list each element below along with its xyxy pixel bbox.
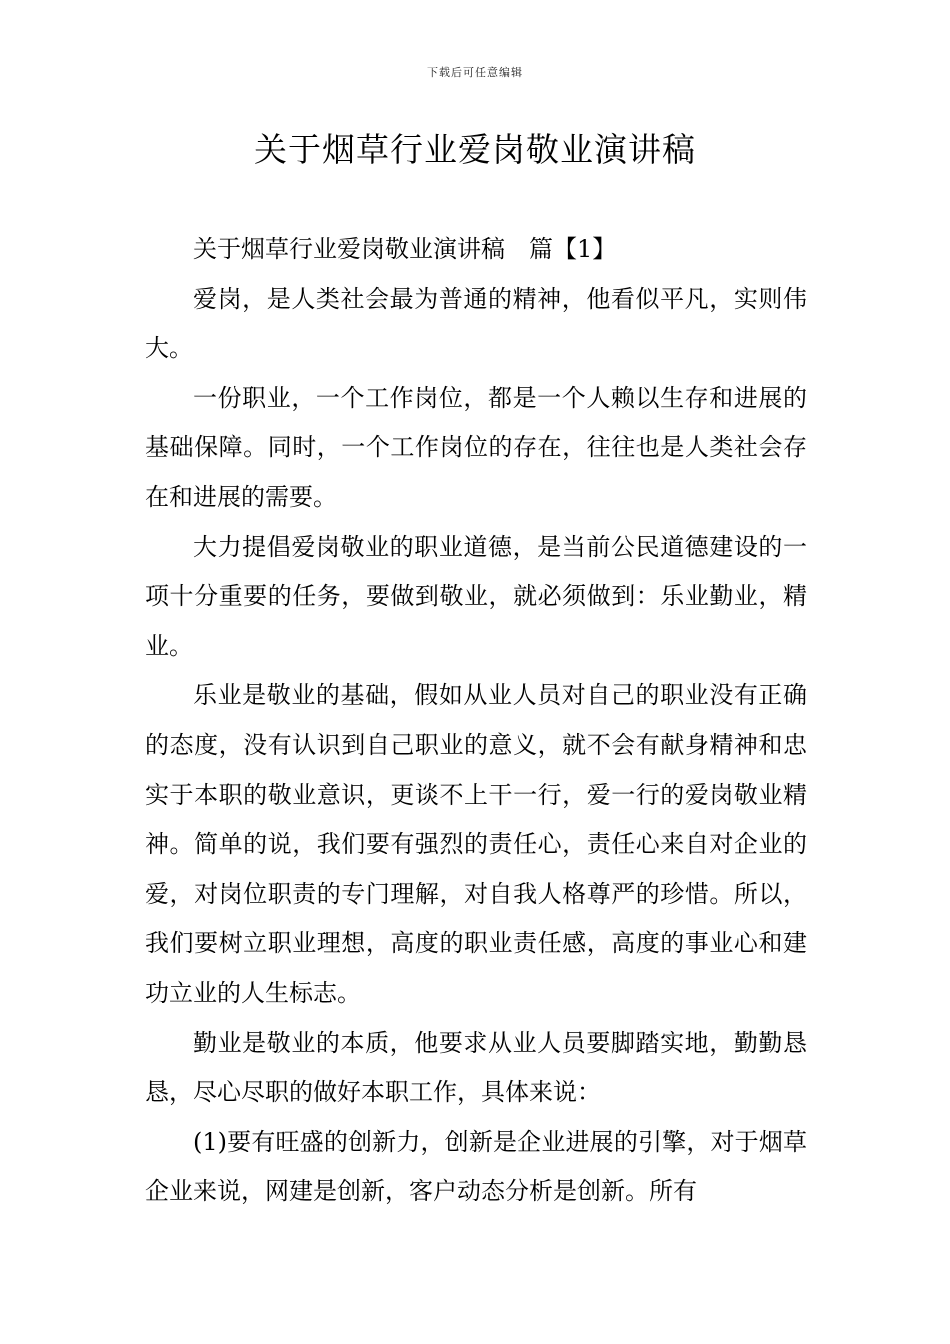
paragraph-1: 爱岗，是人类社会最为普通的精神，他看似平凡，实则伟大。: [145, 284, 807, 363]
paragraph-3: 大力提倡爱岗敬业的职业道德，是当前公民道德建设的一项十分重要的任务，要做到敬业，就必须做到：乐业勤业，精业。: [145, 532, 807, 660]
paragraph-4: 乐业是敬业的基础，假如从业人员对自己的职业没有正确的态度，没有认识到自己职业的意义，就不会有献身精神和忠实于本职的敬业意识，更谈不上干一行，爱一行的爱岗敬业精神。简单的说，我们要有强烈的责任心，责任心来自对企业的爱，对岗位职责的专门理解，对自我人格尊严的珍惜。所以，我们要树立职业理想，高度的职业责任感，高度的事业心和建功立业的人生标志。: [145, 681, 807, 1007]
document-body: [145, 225, 807, 1217]
header-note: 下载后可任意编辑: [427, 66, 523, 79]
paragraph-5: 勤业是敬业的本质，他要求从业人员要脚踏实地，勤勤恳恳，尽心尽职的做好本职工作，具体来说：: [145, 1028, 807, 1107]
paragraph-6: (1)要有旺盛的创新力，创新是企业进展的引擎，对于烟草企业来说，网建是创新，客户动态分析是创新。所有: [145, 1127, 807, 1206]
document-title: 关于烟草行业爱岗敬业演讲稿: [254, 130, 696, 169]
section-heading: 关于烟草行业爱岗敬业演讲稿 篇【1】: [193, 235, 617, 263]
paragraph-2: 一份职业，一个工作岗位，都是一个人赖以生存和进展的基础保障。同时，一个工作岗位的存在，往往也是人类社会存在和进展的需要。: [145, 383, 807, 511]
